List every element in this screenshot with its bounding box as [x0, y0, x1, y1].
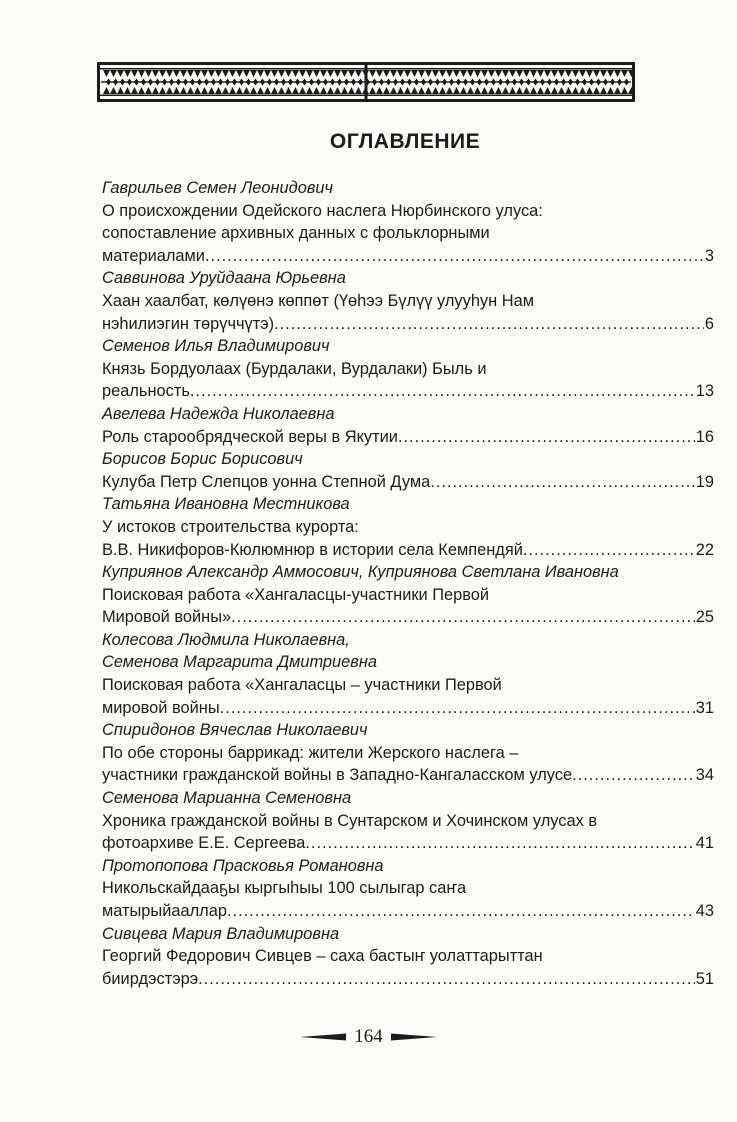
entry-title-text: биирдэстэрэ — [102, 969, 199, 988]
entry-title-line: Хаан хаалбат, көлүөнэ көппөт (Үөһээ Бүлүү улууһун Нам — [102, 291, 534, 310]
entry-page-number: 13 — [695, 382, 714, 401]
dot-leader — [274, 313, 704, 336]
toc-entry — [102, 923, 714, 991]
entry-page-number: 16 — [695, 427, 714, 446]
entry-title-last-line — [102, 764, 714, 787]
dot-leader — [227, 900, 695, 923]
entry-title-last-line — [102, 539, 714, 562]
entry-title-last-line — [102, 968, 714, 991]
entry-author: Борисов Борис Борисович — [102, 450, 303, 469]
entry-page-number: 34 — [695, 766, 714, 785]
entry-title-text: участники гражданской войны в Западно-Кангаласском улусе — [102, 766, 573, 785]
table-of-contents — [102, 177, 714, 990]
entry-page-number: 43 — [695, 902, 714, 920]
entry-title-text: Мировой войны» — [102, 608, 232, 627]
page-footer — [0, 1022, 737, 1052]
entry-author: Спиридонов Вячеслав Николаевич — [102, 721, 368, 740]
dot-leader — [220, 697, 695, 720]
entry-title-line: О происхождении Одейского наслега Нюрбинского улуса: — [102, 201, 543, 220]
entry-author: Татьяна Ивановна Местникова — [102, 495, 350, 514]
entry-author: Сивцева Мария Владимировна — [102, 924, 340, 943]
entry-author: Авелева Надежда Николаевна — [102, 404, 335, 423]
toc-entry — [102, 719, 714, 787]
entry-title-last-line — [102, 900, 714, 923]
entry-title-line: Никольскайдааҕы кыргыһыы 100 сылыгар саҥа — [102, 879, 467, 898]
entry-page-number: 41 — [695, 834, 714, 853]
dot-leader — [430, 471, 694, 494]
entry-title-last-line — [102, 380, 714, 403]
entry-title-last-line — [102, 471, 714, 494]
entry-author: Саввинова Уруйдаана Юрьевна — [102, 269, 346, 288]
entry-title-last-line — [102, 426, 714, 449]
entry-title-line: Поисковая работа «Хангаласцы-участники Первой — [102, 585, 490, 604]
entry-title-line: Князь Бордуолаах (Бурдалаки, Вурдалаки) Быль и — [102, 359, 487, 378]
entry-title-text: Кулуба Петр Слепцов уонна Степной Дума — [102, 472, 431, 491]
dot-leader — [305, 832, 694, 855]
entry-page-number: 19 — [695, 472, 714, 491]
dot-leader — [190, 380, 695, 403]
entry-author: Семенова Маргарита Дмитриевна — [102, 653, 377, 672]
toc-entry — [102, 855, 714, 923]
entry-page-number: 6 — [704, 314, 714, 333]
entry-author: Семенов Илья Владимирович — [102, 337, 330, 356]
entry-author: Протопопова Прасковья Романовна — [102, 856, 384, 875]
toc-entry — [102, 335, 714, 403]
entry-title-line: У истоков строительства курорта: — [102, 517, 359, 536]
dot-leader — [231, 606, 695, 629]
dot-leader — [398, 426, 695, 449]
entry-author: Семенова Марианна Семеновна — [102, 789, 352, 808]
entry-title-line: сопоставление архивных данных с фольклорными — [102, 224, 490, 243]
dot-leader — [523, 539, 695, 562]
toc-entry — [102, 629, 714, 719]
entry-title-last-line — [102, 697, 714, 720]
dot-leader — [198, 968, 695, 991]
entry-page-number: 3 — [704, 246, 714, 265]
entry-title-line: Поисковая работа «Хангаласцы – участники Первой — [102, 676, 502, 695]
entry-page-number: 31 — [695, 698, 714, 717]
page-title: ОГЛАВЛЕНИЕ — [329, 130, 481, 153]
right-arrow-ornament-icon — [391, 1032, 437, 1042]
entry-title-text: фотоархиве Е.Е. Сергеева — [102, 834, 306, 853]
entry-title-text: Роль старообрядческой веры в Якутии — [102, 427, 398, 446]
entry-title-last-line — [102, 313, 714, 336]
entry-page-number: 22 — [695, 540, 714, 559]
entry-title-text: реальность — [102, 382, 190, 401]
toc-entry — [102, 267, 714, 335]
entry-title-text: матырыйааллар — [102, 902, 227, 920]
entry-page-number: 51 — [695, 969, 714, 988]
left-arrow-ornament-icon — [300, 1032, 346, 1042]
page-number: 164 — [354, 1026, 383, 1047]
header-ornament — [97, 62, 635, 102]
toc-entry — [102, 493, 714, 561]
toc-entry — [102, 448, 714, 493]
dot-leader — [572, 764, 695, 787]
entry-title-text: мировой войны — [102, 698, 220, 717]
toc-entry — [102, 787, 714, 855]
entry-title-line: Георгий Федорович Сивцев – саха бастыҥ уолаттарыттан — [102, 947, 543, 966]
toc-entry — [102, 561, 714, 629]
entry-title-line: По обе стороны баррикад: жители Жерского наслега – — [102, 743, 519, 762]
entry-title-text: В.В. Никифоров-Кюлюмнюр в истории села Кемпендяй — [102, 540, 523, 559]
toc-entry — [102, 177, 714, 267]
entry-title-line: Хроника гражданской войны в Сунтарском и Хочинском улусах в — [102, 811, 598, 830]
entry-title-last-line — [102, 832, 714, 855]
entry-title-last-line — [102, 245, 714, 268]
entry-title-text: нэһилиэгин төрүччүтэ) — [102, 314, 275, 333]
entry-title-text: материалами — [102, 246, 205, 265]
entry-title-last-line — [102, 606, 714, 629]
entry-author: Колесова Людмила Николаевна, — [102, 630, 350, 649]
dot-leader — [205, 245, 704, 268]
toc-entry — [102, 403, 714, 448]
entry-author: Гаврильев Семен Леонидович — [102, 179, 333, 197]
entry-page-number: 25 — [695, 608, 714, 627]
ornament-border-icon — [97, 62, 635, 102]
entry-author: Куприянов Александр Аммосович, Куприянова Светлана Ивановна — [102, 563, 619, 582]
